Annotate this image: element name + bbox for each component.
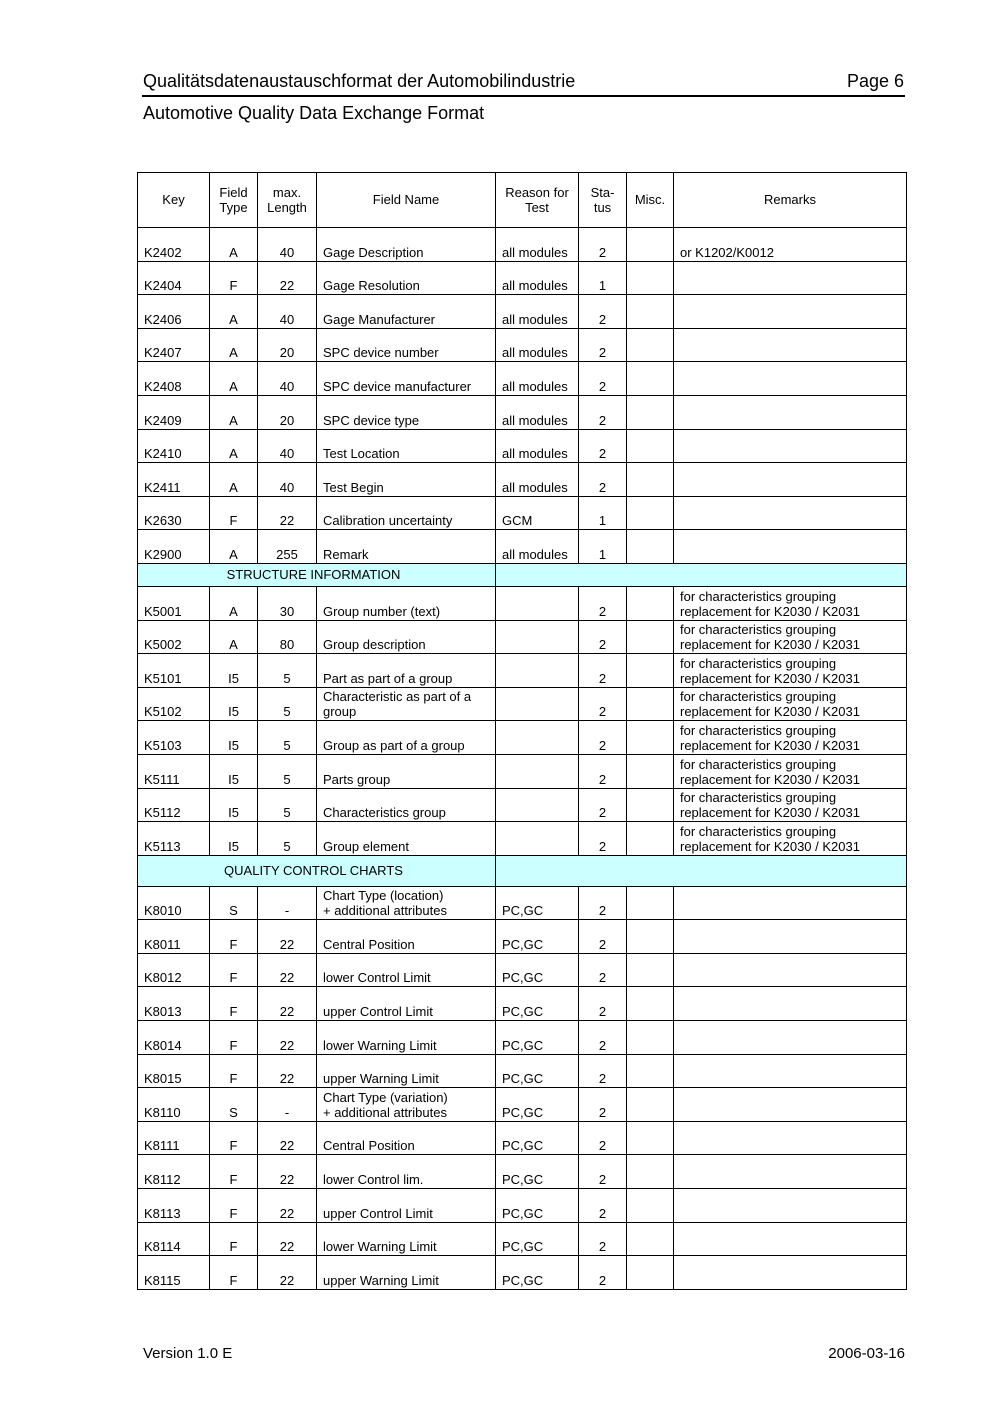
max-length-cell: 5 [258,754,317,788]
status-cell: 2 [579,429,627,463]
remarks-cell [674,1054,907,1088]
field-name-cell: Characteristics group [317,788,496,822]
remarks-cell [674,530,907,564]
field-name-cell: Central Position [317,1121,496,1155]
field-type-cell: F [210,920,258,954]
remarks-cell [674,1256,907,1290]
field-name-cell: Calibration uncertainty [317,496,496,530]
field-type-cell: F [210,1222,258,1256]
field-type-cell: I5 [210,754,258,788]
field-spec-table [137,172,907,1290]
field-type-cell: A [210,295,258,329]
max-length-cell: 20 [258,328,317,362]
field-name-cell: Group description [317,620,496,654]
reason-cell: all modules [496,429,579,463]
key-cell: K8015 [138,1054,210,1088]
status-cell: 2 [579,1189,627,1223]
max-length-cell: 40 [258,429,317,463]
misc-cell [627,429,674,463]
column-header-field-type: Field Type [210,173,258,228]
field-name-cell: lower Warning Limit [317,1222,496,1256]
status-cell: 2 [579,362,627,396]
field-name-cell: Group element [317,822,496,856]
misc-cell [627,295,674,329]
remarks-cell [674,1189,907,1223]
column-header-remarks: Remarks [674,173,907,228]
field-name-cell: Gage Resolution [317,261,496,295]
remarks-cell [674,953,907,987]
header-divider [142,95,905,97]
reason-cell [496,754,579,788]
field-type-cell: A [210,530,258,564]
max-length-cell: 22 [258,496,317,530]
field-name-cell: SPC device manufacturer [317,362,496,396]
key-cell: K5112 [138,788,210,822]
field-type-cell: F [210,1155,258,1189]
status-cell: 2 [579,687,627,721]
table-row [138,953,907,987]
misc-cell [627,822,674,856]
remarks-cell [674,463,907,497]
version-label: Version 1.0 E [143,1345,233,1362]
reason-cell: all modules [496,261,579,295]
status-cell: 2 [579,886,627,920]
max-length-cell: - [258,886,317,920]
field-type-cell: F [210,1021,258,1055]
status-cell: 2 [579,1054,627,1088]
misc-cell [627,1021,674,1055]
remarks-cell [674,496,907,530]
status-cell: 2 [579,328,627,362]
table-row [138,362,907,396]
table-row [138,586,907,620]
status-cell: 1 [579,530,627,564]
field-type-cell: A [210,586,258,620]
section-fill [496,855,907,886]
status-cell: 2 [579,1222,627,1256]
key-cell: K8010 [138,886,210,920]
table-row [138,886,907,920]
table-row [138,1121,907,1155]
remarks-cell: for characteristics grouping replacement for K2030 / K2031 [674,754,907,788]
table-row [138,1054,907,1088]
max-length-cell: 22 [258,1256,317,1290]
misc-cell [627,754,674,788]
field-name-cell: Parts group [317,754,496,788]
max-length-cell: 5 [258,654,317,688]
column-header-misc: Misc. [627,173,674,228]
table-row [138,228,907,262]
field-name-cell: Gage Description [317,228,496,262]
remarks-cell: for characteristics grouping replacement for K2030 / K2031 [674,687,907,721]
reason-cell: PC,GC [496,987,579,1021]
field-type-cell: F [210,953,258,987]
reason-cell: GCM [496,496,579,530]
status-cell: 2 [579,1256,627,1290]
field-type-cell: I5 [210,687,258,721]
status-cell: 2 [579,754,627,788]
key-cell: K8112 [138,1155,210,1189]
status-cell: 2 [579,1088,627,1122]
field-name-cell: upper Warning Limit [317,1054,496,1088]
date-label: 2006-03-16 [828,1345,905,1362]
field-name-cell: Test Location [317,429,496,463]
reason-cell: all modules [496,530,579,564]
table-row [138,496,907,530]
table-row [138,429,907,463]
field-type-cell: A [210,463,258,497]
field-name-cell: Characteristic as part of a group [317,687,496,721]
key-cell: K8113 [138,1189,210,1223]
table-row [138,463,907,497]
reason-cell: PC,GC [496,1088,579,1122]
max-length-cell: 40 [258,228,317,262]
misc-cell [627,1189,674,1223]
field-type-cell: F [210,1121,258,1155]
key-cell: K8110 [138,1088,210,1122]
max-length-cell: - [258,1088,317,1122]
table-row [138,620,907,654]
key-cell: K5002 [138,620,210,654]
remarks-cell [674,1121,907,1155]
misc-cell [627,1155,674,1189]
remarks-cell [674,261,907,295]
status-cell: 1 [579,261,627,295]
table-row [138,1088,907,1122]
misc-cell [627,620,674,654]
reason-cell: all modules [496,395,579,429]
max-length-cell: 40 [258,295,317,329]
key-cell: K2410 [138,429,210,463]
status-cell: 2 [579,1021,627,1055]
document-title: Qualitätsdatenaustauschformat der Automobilindustrie [143,71,576,91]
remarks-cell [674,1155,907,1189]
status-cell: 2 [579,721,627,755]
section-fill [496,563,907,586]
misc-cell [627,228,674,262]
remarks-cell [674,1222,907,1256]
misc-cell [627,1088,674,1122]
max-length-cell: 22 [258,987,317,1021]
column-header-field-name: Field Name [317,173,496,228]
field-name-cell: SPC device type [317,395,496,429]
field-type-cell: F [210,1189,258,1223]
reason-cell [496,788,579,822]
reason-cell [496,620,579,654]
max-length-cell: 22 [258,1155,317,1189]
status-cell: 1 [579,496,627,530]
table-row [138,1021,907,1055]
max-length-cell: 22 [258,1054,317,1088]
column-header-reason-for-test: Reason for Test [496,173,579,228]
key-cell: K2406 [138,295,210,329]
table-row [138,530,907,564]
key-cell: K5001 [138,586,210,620]
misc-cell [627,496,674,530]
max-length-cell: 20 [258,395,317,429]
field-name-cell: Group number (text) [317,586,496,620]
field-name-cell: Test Begin [317,463,496,497]
misc-cell [627,886,674,920]
remarks-cell [674,395,907,429]
misc-cell [627,654,674,688]
key-cell: K8011 [138,920,210,954]
reason-cell: all modules [496,362,579,396]
remarks-cell: for characteristics grouping replacement for K2030 / K2031 [674,654,907,688]
max-length-cell: 22 [258,1189,317,1223]
table-row [138,328,907,362]
key-cell: K8111 [138,1121,210,1155]
remarks-cell: for characteristics grouping replacement for K2030 / K2031 [674,620,907,654]
status-cell: 2 [579,1121,627,1155]
misc-cell [627,1054,674,1088]
remarks-cell [674,1021,907,1055]
table-body [138,228,907,1290]
document-subtitle: Automotive Quality Data Exchange Format [143,103,485,123]
remarks-cell [674,328,907,362]
field-name-cell: Chart Type (location) + additional attributes [317,886,496,920]
key-cell: K2900 [138,530,210,564]
status-cell: 2 [579,620,627,654]
reason-cell [496,654,579,688]
table-row [138,1155,907,1189]
field-type-cell: F [210,987,258,1021]
max-length-cell: 255 [258,530,317,564]
max-length-cell: 80 [258,620,317,654]
field-name-cell: Gage Manufacturer [317,295,496,329]
key-cell: K5101 [138,654,210,688]
reason-cell [496,586,579,620]
status-cell: 2 [579,228,627,262]
section-title: STRUCTURE INFORMATION [138,563,496,586]
status-cell: 2 [579,463,627,497]
table-row [138,1222,907,1256]
key-cell: K8013 [138,987,210,1021]
remarks-cell: for characteristics grouping replacement for K2030 / K2031 [674,721,907,755]
status-cell: 2 [579,822,627,856]
field-type-cell: A [210,395,258,429]
misc-cell [627,920,674,954]
misc-cell [627,1222,674,1256]
remarks-cell: or K1202/K0012 [674,228,907,262]
remarks-cell [674,886,907,920]
reason-cell: all modules [496,463,579,497]
table-header-row [138,173,907,228]
table-row [138,920,907,954]
field-type-cell: I5 [210,822,258,856]
field-name-cell: Central Position [317,920,496,954]
section-row [138,563,907,586]
misc-cell [627,1256,674,1290]
key-cell: K8114 [138,1222,210,1256]
field-type-cell: A [210,429,258,463]
column-header-key: Key [138,173,210,228]
status-cell: 2 [579,953,627,987]
misc-cell [627,586,674,620]
reason-cell: PC,GC [496,1021,579,1055]
key-cell: K2408 [138,362,210,396]
field-type-cell: S [210,886,258,920]
reason-cell: all modules [496,228,579,262]
field-type-cell: F [210,1256,258,1290]
field-type-cell: A [210,328,258,362]
status-cell: 2 [579,1155,627,1189]
field-name-cell: upper Warning Limit [317,1256,496,1290]
field-name-cell: Group as part of a group [317,721,496,755]
max-length-cell: 22 [258,953,317,987]
max-length-cell: 5 [258,788,317,822]
status-cell: 2 [579,987,627,1021]
table-row [138,754,907,788]
reason-cell [496,687,579,721]
max-length-cell: 40 [258,362,317,396]
misc-cell [627,788,674,822]
column-header-status: Sta- tus [579,173,627,228]
remarks-cell: for characteristics grouping replacement for K2030 / K2031 [674,586,907,620]
field-name-cell: lower Control Limit [317,953,496,987]
max-length-cell: 5 [258,687,317,721]
field-type-cell: A [210,362,258,396]
key-cell: K8014 [138,1021,210,1055]
table-row [138,654,907,688]
misc-cell [627,362,674,396]
max-length-cell: 22 [258,261,317,295]
section-title: QUALITY CONTROL CHARTS [138,855,496,886]
misc-cell [627,395,674,429]
status-cell: 2 [579,788,627,822]
reason-cell: all modules [496,295,579,329]
max-length-cell: 30 [258,586,317,620]
misc-cell [627,530,674,564]
misc-cell [627,687,674,721]
reason-cell: PC,GC [496,1189,579,1223]
remarks-cell [674,1088,907,1122]
max-length-cell: 22 [258,1021,317,1055]
misc-cell [627,261,674,295]
field-name-cell: Part as part of a group [317,654,496,688]
column-header-max-length: max. Length [258,173,317,228]
table-row [138,788,907,822]
misc-cell [627,721,674,755]
max-length-cell: 40 [258,463,317,497]
field-name-cell: lower Warning Limit [317,1021,496,1055]
misc-cell [627,987,674,1021]
status-cell: 2 [579,920,627,954]
misc-cell [627,463,674,497]
reason-cell: PC,GC [496,1222,579,1256]
key-cell: K2409 [138,395,210,429]
field-type-cell: A [210,228,258,262]
misc-cell [627,953,674,987]
reason-cell: PC,GC [496,1121,579,1155]
status-cell: 2 [579,654,627,688]
field-name-cell: Remark [317,530,496,564]
reason-cell: all modules [496,328,579,362]
status-cell: 2 [579,295,627,329]
remarks-cell [674,920,907,954]
reason-cell [496,822,579,856]
field-name-cell: upper Control Limit [317,987,496,1021]
key-cell: K2404 [138,261,210,295]
reason-cell: PC,GC [496,1256,579,1290]
page-number: Page 6 [846,71,904,91]
field-type-cell: A [210,620,258,654]
key-cell: K2402 [138,228,210,262]
reason-cell: PC,GC [496,953,579,987]
reason-cell: PC,GC [496,1054,579,1088]
key-cell: K5111 [138,754,210,788]
remarks-cell: for characteristics grouping replacement for K2030 / K2031 [674,788,907,822]
key-cell: K5102 [138,687,210,721]
field-name-cell: Chart Type (variation) + additional attributes [317,1088,496,1122]
max-length-cell: 5 [258,721,317,755]
table-row [138,1189,907,1223]
key-cell: K2411 [138,463,210,497]
key-cell: K5113 [138,822,210,856]
remarks-cell [674,987,907,1021]
table-row [138,295,907,329]
key-cell: K8012 [138,953,210,987]
key-cell: K2630 [138,496,210,530]
status-cell: 2 [579,395,627,429]
max-length-cell: 22 [258,1121,317,1155]
section-row [138,855,907,886]
field-type-cell: I5 [210,788,258,822]
table-row [138,261,907,295]
field-name-cell: SPC device number [317,328,496,362]
remarks-cell: for characteristics grouping replacement for K2030 / K2031 [674,822,907,856]
remarks-cell [674,295,907,329]
remarks-cell [674,362,907,396]
misc-cell [627,328,674,362]
max-length-cell: 5 [258,822,317,856]
field-type-cell: F [210,496,258,530]
key-cell: K5103 [138,721,210,755]
table-row [138,721,907,755]
table-row [138,987,907,1021]
reason-cell [496,721,579,755]
table-row [138,1256,907,1290]
field-type-cell: F [210,261,258,295]
field-type-cell: S [210,1088,258,1122]
key-cell: K8115 [138,1256,210,1290]
field-type-cell: I5 [210,721,258,755]
field-type-cell: I5 [210,654,258,688]
misc-cell [627,1121,674,1155]
field-name-cell: lower Control lim. [317,1155,496,1189]
remarks-cell [674,429,907,463]
status-cell: 2 [579,586,627,620]
reason-cell: PC,GC [496,920,579,954]
max-length-cell: 22 [258,1222,317,1256]
reason-cell: PC,GC [496,1155,579,1189]
field-name-cell: upper Control Limit [317,1189,496,1223]
max-length-cell: 22 [258,920,317,954]
reason-cell: PC,GC [496,886,579,920]
key-cell: K2407 [138,328,210,362]
table-row [138,395,907,429]
field-type-cell: F [210,1054,258,1088]
table-row [138,687,907,721]
table-row [138,822,907,856]
